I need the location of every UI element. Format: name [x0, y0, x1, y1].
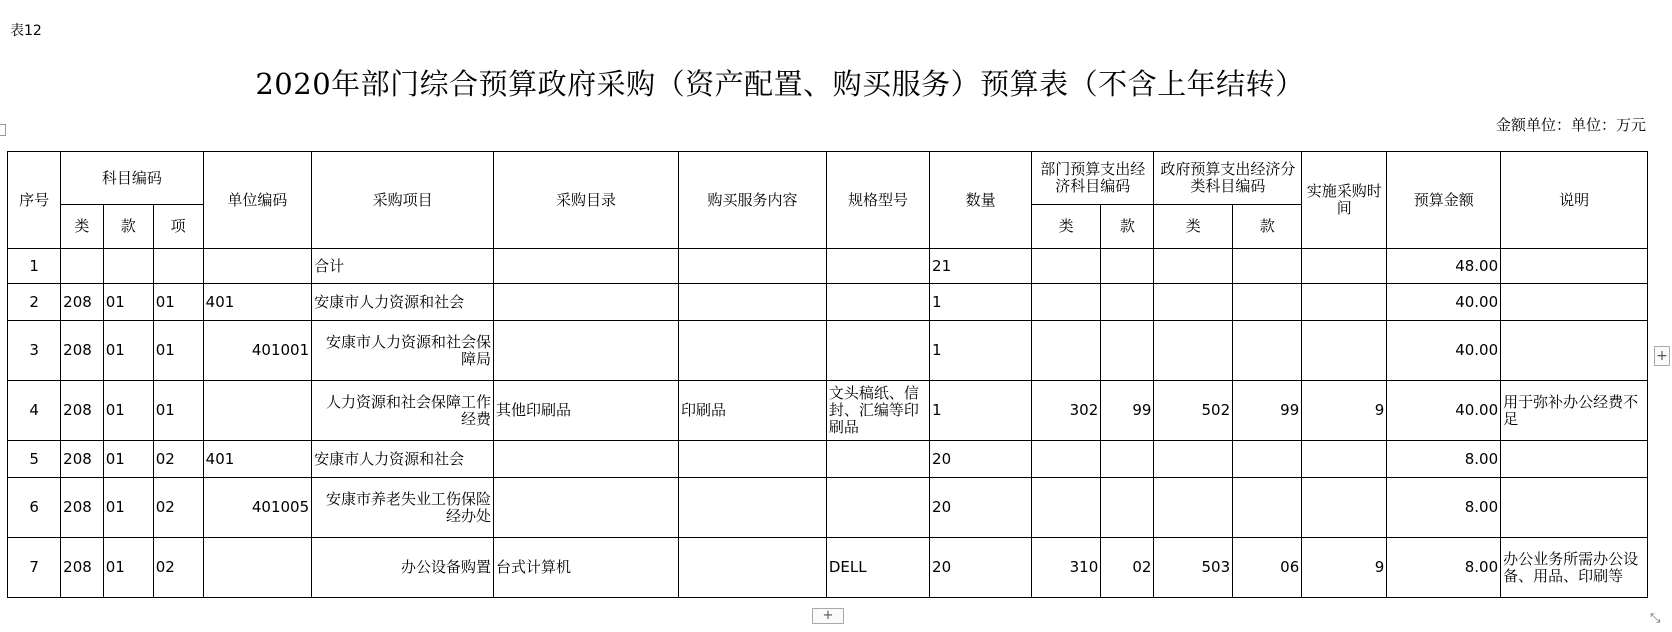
cell-time[interactable]: 9	[1302, 538, 1387, 598]
cell-spec[interactable]	[826, 284, 929, 321]
document-title: 2020年部门综合预算政府采购（资产配置、购买服务）预算表（不含上年结转）	[255, 67, 1305, 101]
table-row	[8, 478, 1648, 538]
cell-time[interactable]	[1302, 441, 1387, 478]
header-gov-kuan: 款	[1233, 205, 1302, 249]
cell-xiang[interactable]: 02	[153, 538, 203, 598]
cell-remark[interactable]	[1501, 284, 1648, 321]
cell-spec[interactable]	[826, 441, 929, 478]
cell-seq[interactable]: 3	[8, 321, 61, 381]
cell-catalog[interactable]	[494, 441, 679, 478]
header-subject-code: 科目编码	[61, 152, 204, 205]
cell-time[interactable]	[1302, 284, 1387, 321]
cell-lei[interactable]: 208	[61, 538, 104, 598]
cell-qty[interactable]: 21	[930, 249, 1032, 284]
cell-gov-lei[interactable]: 503	[1154, 538, 1233, 598]
insert-column-button[interactable]: +	[1654, 346, 1670, 366]
cell-lei[interactable]: 208	[61, 478, 104, 538]
cell-xiang[interactable]	[153, 249, 203, 284]
cell-remark[interactable]: 办公业务所需办公设备、用品、印刷等	[1501, 538, 1648, 598]
cell-xiang[interactable]: 02	[153, 478, 203, 538]
cell-spec[interactable]	[826, 321, 929, 381]
cell-dept-lei[interactable]	[1032, 284, 1101, 321]
table-row	[8, 249, 1648, 284]
cell-xiang[interactable]: 01	[153, 381, 203, 441]
cell-gov-kuan[interactable]	[1233, 441, 1302, 478]
cell-dept-lei[interactable]: 310	[1032, 538, 1101, 598]
cell-gov-kuan[interactable]	[1233, 249, 1302, 284]
header-purchase-catalog: 采购目录	[494, 152, 679, 249]
cell-amount[interactable]: 40.00	[1387, 321, 1501, 381]
cell-item[interactable]: 合计	[312, 249, 494, 284]
cell-xiang[interactable]: 01	[153, 284, 203, 321]
cell-unit-code[interactable]	[203, 538, 311, 598]
cell-unit-code[interactable]	[203, 381, 311, 441]
cell-qty[interactable]: 20	[930, 441, 1032, 478]
cell-dept-kuan[interactable]	[1101, 478, 1154, 538]
cell-dept-kuan[interactable]	[1101, 284, 1154, 321]
table-row	[8, 441, 1648, 478]
header-gov-econ-code: 政府预算支出经济分类科目编码	[1154, 152, 1302, 205]
cell-kuan[interactable]	[103, 249, 153, 284]
cell-item[interactable]: 安康市人力资源和社会保障局	[312, 321, 494, 381]
cell-gov-kuan[interactable]: 06	[1233, 538, 1302, 598]
cell-service[interactable]	[679, 478, 827, 538]
header-budget-amount: 预算金额	[1387, 152, 1501, 249]
cell-dept-lei[interactable]	[1032, 249, 1101, 284]
table-row	[8, 284, 1648, 321]
cell-service[interactable]	[679, 441, 827, 478]
header-gov-lei: 类	[1154, 205, 1233, 249]
cell-item[interactable]: 安康市养老失业工伤保险经办处	[312, 478, 494, 538]
header-unit-code: 单位编码	[203, 152, 311, 249]
cell-kuan[interactable]: 01	[103, 284, 153, 321]
cell-catalog[interactable]: 台式计算机	[494, 538, 679, 598]
cell-gov-lei[interactable]	[1154, 441, 1233, 478]
cell-time[interactable]: 9	[1302, 381, 1387, 441]
cell-service[interactable]	[679, 284, 827, 321]
cell-qty[interactable]: 1	[930, 321, 1032, 381]
table-row	[8, 538, 1648, 598]
cell-amount[interactable]: 8.00	[1387, 441, 1501, 478]
cell-time[interactable]	[1302, 249, 1387, 284]
cell-amount[interactable]: 40.00	[1387, 284, 1501, 321]
cell-kuan[interactable]: 01	[103, 478, 153, 538]
header-dept-econ-code: 部门预算支出经济科目编码	[1032, 152, 1154, 205]
header-dept-lei: 类	[1032, 205, 1101, 249]
cell-unit-code[interactable]: 401001	[203, 321, 311, 381]
header-service-content: 购买服务内容	[679, 152, 827, 249]
cell-catalog[interactable]	[494, 249, 679, 284]
cell-amount[interactable]: 8.00	[1387, 538, 1501, 598]
cell-lei[interactable]: 208	[61, 321, 104, 381]
cell-spec[interactable]	[826, 249, 929, 284]
cell-remark[interactable]	[1501, 478, 1648, 538]
cell-spec[interactable]: DELL	[826, 538, 929, 598]
header-remark: 说明	[1501, 152, 1648, 249]
cell-gov-lei[interactable]: 502	[1154, 381, 1233, 441]
cell-dept-lei[interactable]	[1032, 441, 1101, 478]
cell-item[interactable]: 安康市人力资源和社会	[312, 441, 494, 478]
header-impl-time: 实施采购时间	[1302, 152, 1387, 249]
cell-catalog[interactable]: 其他印刷品	[494, 381, 679, 441]
cell-dept-kuan[interactable]: 02	[1101, 538, 1154, 598]
cell-service[interactable]	[679, 538, 827, 598]
cell-catalog[interactable]	[494, 284, 679, 321]
cell-seq[interactable]: 5	[8, 441, 61, 478]
cell-remark[interactable]	[1501, 441, 1648, 478]
unit-note: 金额单位：单位：万元	[1495, 116, 1646, 134]
insert-row-button[interactable]: +	[812, 608, 844, 624]
cell-unit-code[interactable]: 401	[203, 284, 311, 321]
table-number: 表12	[10, 23, 42, 39]
cell-dept-kuan[interactable]: 99	[1101, 381, 1154, 441]
cell-xiang[interactable]: 02	[153, 441, 203, 478]
header-quantity: 数量	[930, 152, 1032, 249]
cell-unit-code[interactable]: 401	[203, 441, 311, 478]
cell-gov-lei[interactable]	[1154, 284, 1233, 321]
table-row	[8, 381, 1648, 441]
cell-item[interactable]: 安康市人力资源和社会	[312, 284, 494, 321]
cell-amount[interactable]: 40.00	[1387, 381, 1501, 441]
cell-seq[interactable]: 1	[8, 249, 61, 284]
header-dept-kuan: 款	[1101, 205, 1154, 249]
cell-seq[interactable]: 4	[8, 381, 61, 441]
cell-spec[interactable]: 文头稿纸、信封、汇编等印刷品	[826, 381, 929, 441]
header-subject-kuan: 款	[103, 205, 153, 249]
cell-catalog[interactable]	[494, 478, 679, 538]
cell-qty[interactable]: 20	[930, 478, 1032, 538]
cell-unit-code[interactable]: 401005	[203, 478, 311, 538]
cell-lei[interactable]: 208	[61, 284, 104, 321]
cell-time[interactable]	[1302, 478, 1387, 538]
cell-seq[interactable]: 6	[8, 478, 61, 538]
cell-time[interactable]	[1302, 321, 1387, 381]
cell-item[interactable]: 办公设备购置	[312, 538, 494, 598]
cell-seq[interactable]: 2	[8, 284, 61, 321]
cell-spec[interactable]	[826, 478, 929, 538]
cell-dept-lei[interactable]: 302	[1032, 381, 1101, 441]
cell-gov-lei[interactable]	[1154, 249, 1233, 284]
cell-service[interactable]	[679, 249, 827, 284]
cell-amount[interactable]: 8.00	[1387, 478, 1501, 538]
header-subject-lei: 类	[61, 205, 104, 249]
cell-kuan[interactable]: 01	[103, 381, 153, 441]
header-seq: 序号	[8, 152, 61, 249]
cell-xiang[interactable]: 01	[153, 321, 203, 381]
row-marker-icon	[0, 124, 6, 136]
cell-amount[interactable]: 48.00	[1387, 249, 1501, 284]
cell-lei[interactable]	[61, 249, 104, 284]
table-row	[8, 321, 1648, 381]
cell-gov-kuan[interactable]	[1233, 321, 1302, 381]
cell-unit-code[interactable]	[203, 249, 311, 284]
cell-dept-lei[interactable]	[1032, 478, 1101, 538]
header-purchase-item: 采购项目	[312, 152, 494, 249]
header-subject-xiang: 项	[153, 205, 203, 249]
cell-dept-kuan[interactable]	[1101, 441, 1154, 478]
cell-dept-lei[interactable]	[1032, 321, 1101, 381]
cell-seq[interactable]: 7	[8, 538, 61, 598]
cell-qty[interactable]: 1	[930, 284, 1032, 321]
cell-qty[interactable]: 1	[930, 381, 1032, 441]
cell-gov-kuan[interactable]	[1233, 284, 1302, 321]
cell-kuan[interactable]: 01	[103, 441, 153, 478]
cell-qty[interactable]: 20	[930, 538, 1032, 598]
cell-lei[interactable]: 208	[61, 441, 104, 478]
cell-service[interactable]	[679, 321, 827, 381]
cell-catalog[interactable]	[494, 321, 679, 381]
cell-lei[interactable]: 208	[61, 381, 104, 441]
cell-dept-kuan[interactable]	[1101, 321, 1154, 381]
cell-dept-kuan[interactable]	[1101, 249, 1154, 284]
procurement-budget-table	[7, 151, 1648, 598]
cell-gov-kuan[interactable]	[1233, 478, 1302, 538]
cell-remark[interactable]	[1501, 321, 1648, 381]
resize-handle-icon[interactable]: ⤡	[1650, 611, 1661, 626]
cell-remark[interactable]: 用于弥补办公经费不足	[1501, 381, 1648, 441]
cell-remark[interactable]	[1501, 249, 1648, 284]
header-spec-model: 规格型号	[826, 152, 929, 249]
cell-kuan[interactable]: 01	[103, 321, 153, 381]
cell-gov-lei[interactable]	[1154, 478, 1233, 538]
cell-gov-kuan[interactable]: 99	[1233, 381, 1302, 441]
cell-kuan[interactable]: 01	[103, 538, 153, 598]
cell-gov-lei[interactable]	[1154, 321, 1233, 381]
cell-item[interactable]: 人力资源和社会保障工作经费	[312, 381, 494, 441]
cell-service[interactable]: 印刷品	[679, 381, 827, 441]
